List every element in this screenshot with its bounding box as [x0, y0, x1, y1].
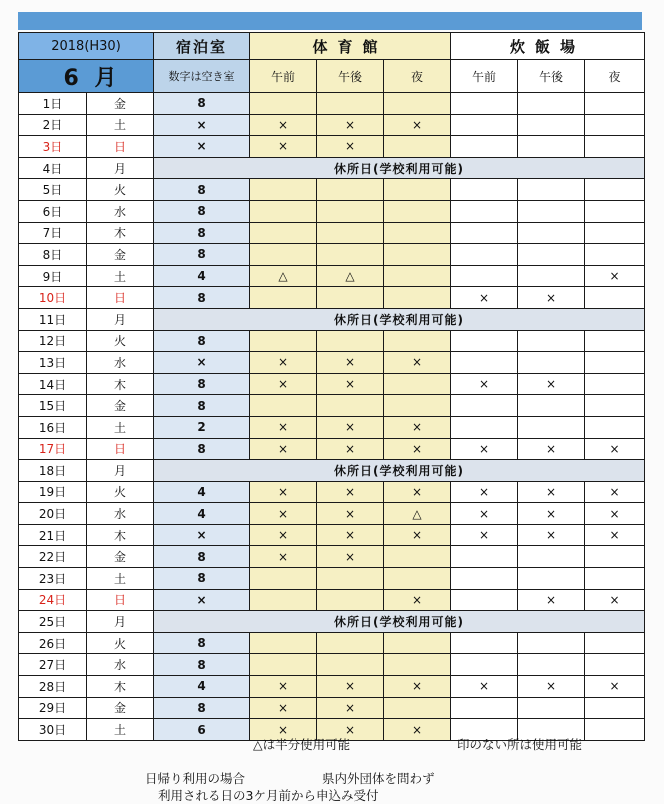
date-cell: 27日 — [19, 654, 87, 676]
gym-afternoon-cell: × — [317, 546, 384, 568]
gym-afternoon-cell: × — [317, 697, 384, 719]
gym-slot-night: 夜 — [384, 60, 451, 93]
cook-morning-cell — [451, 93, 518, 115]
table-row — [19, 308, 645, 330]
lodging-vacancy-cell: 4 — [154, 481, 250, 503]
gym-night-cell — [384, 244, 451, 266]
cook-night-cell — [585, 136, 645, 158]
cook-night-cell — [585, 352, 645, 374]
gym-afternoon-cell — [317, 179, 384, 201]
gym-afternoon-cell: △ — [317, 265, 384, 287]
gym-night-cell: × — [384, 719, 451, 741]
weekday-cell: 火 — [87, 179, 154, 201]
lodging-vacancy-cell: 8 — [154, 373, 250, 395]
gym-afternoon-cell — [317, 568, 384, 590]
weekday-cell: 土 — [87, 719, 154, 741]
cook-afternoon-cell — [518, 93, 585, 115]
table-row — [19, 222, 645, 244]
cook-afternoon-cell — [518, 654, 585, 676]
table-row — [19, 395, 645, 417]
gym-slot-morning: 午前 — [250, 60, 317, 93]
gym-afternoon-cell — [317, 93, 384, 115]
weekday-cell: 火 — [87, 632, 154, 654]
cook-afternoon-cell — [518, 632, 585, 654]
table-row — [19, 200, 645, 222]
weekday-cell: 月 — [87, 460, 154, 482]
weekday-cell: 火 — [87, 330, 154, 352]
gym-morning-cell: × — [250, 136, 317, 158]
date-cell: 23日 — [19, 568, 87, 590]
lodging-vacancy-cell: 8 — [154, 632, 250, 654]
cook-night-cell — [585, 93, 645, 115]
month-label: 6 月 — [19, 60, 154, 93]
gym-morning-cell: × — [250, 114, 317, 136]
gym-night-cell — [384, 179, 451, 201]
date-cell: 9日 — [19, 265, 87, 287]
date-cell: 3日 — [19, 136, 87, 158]
gym-morning-cell: △ — [250, 265, 317, 287]
gym-night-cell: × — [384, 524, 451, 546]
note-blank-available: 印のない所は使用可能 — [457, 737, 583, 752]
weekday-cell: 金 — [87, 697, 154, 719]
cook-night-cell: × — [585, 589, 645, 611]
lodging-vacancy-cell: 4 — [154, 503, 250, 525]
date-cell: 25日 — [19, 611, 87, 633]
gym-night-cell: × — [384, 676, 451, 698]
lodging-vacancy-cell: 8 — [154, 287, 250, 309]
gym-night-cell: △ — [384, 503, 451, 525]
weekday-cell: 木 — [87, 222, 154, 244]
gym-night-cell — [384, 287, 451, 309]
cook-slot-night: 夜 — [585, 60, 645, 93]
cook-morning-cell — [451, 546, 518, 568]
closed-day-cell: 休所日(学校利用可能) — [154, 308, 645, 330]
cook-afternoon-cell: × — [518, 287, 585, 309]
gym-morning-cell: × — [250, 373, 317, 395]
lodging-vacancy-cell: 8 — [154, 654, 250, 676]
gym-night-cell — [384, 222, 451, 244]
gym-night-cell — [384, 395, 451, 417]
cook-morning-cell — [451, 568, 518, 590]
lodging-vacancy-cell: 8 — [154, 697, 250, 719]
gym-afternoon-cell: × — [317, 352, 384, 374]
cook-morning-cell — [451, 200, 518, 222]
gym-afternoon-cell: × — [317, 524, 384, 546]
cook-night-cell: × — [585, 524, 645, 546]
cook-night-cell — [585, 719, 645, 741]
gym-afternoon-cell: × — [317, 676, 384, 698]
weekday-cell: 金 — [87, 93, 154, 115]
table-row — [19, 330, 645, 352]
date-cell: 6日 — [19, 200, 87, 222]
date-cell: 12日 — [19, 330, 87, 352]
gym-afternoon-cell: × — [317, 481, 384, 503]
gym-night-cell — [384, 200, 451, 222]
date-cell: 18日 — [19, 460, 87, 482]
weekday-cell: 金 — [87, 395, 154, 417]
table-row — [19, 157, 645, 179]
date-cell: 2日 — [19, 114, 87, 136]
lodging-header: 宿泊室 — [154, 33, 250, 60]
gym-morning-cell — [250, 179, 317, 201]
cook-afternoon-cell — [518, 697, 585, 719]
weekday-cell: 土 — [87, 416, 154, 438]
note-groups: 県内外団体を問わず — [322, 771, 435, 786]
gym-morning-cell — [250, 330, 317, 352]
lodging-vacancy-cell: × — [154, 524, 250, 546]
cook-night-cell: × — [585, 481, 645, 503]
cook-morning-cell — [451, 222, 518, 244]
date-cell: 11日 — [19, 308, 87, 330]
weekday-cell: 水 — [87, 352, 154, 374]
cook-morning-cell — [451, 395, 518, 417]
gym-morning-cell: × — [250, 524, 317, 546]
date-cell: 15日 — [19, 395, 87, 417]
gym-night-cell — [384, 568, 451, 590]
cook-afternoon-cell — [518, 546, 585, 568]
gym-morning-cell: × — [250, 481, 317, 503]
gym-morning-cell: × — [250, 697, 317, 719]
cook-morning-cell — [451, 697, 518, 719]
cook-morning-cell — [451, 136, 518, 158]
cook-night-cell — [585, 697, 645, 719]
gym-afternoon-cell — [317, 632, 384, 654]
gym-afternoon-cell — [317, 654, 384, 676]
cook-night-cell: × — [585, 265, 645, 287]
lodging-vacancy-cell: 8 — [154, 179, 250, 201]
weekday-cell: 日 — [87, 136, 154, 158]
gym-morning-cell — [250, 632, 317, 654]
cook-night-cell — [585, 179, 645, 201]
gym-night-cell — [384, 373, 451, 395]
gym-morning-cell — [250, 568, 317, 590]
table-row — [19, 654, 645, 676]
cook-afternoon-cell: × — [518, 524, 585, 546]
weekday-cell: 水 — [87, 654, 154, 676]
lodging-vacancy-cell: 8 — [154, 546, 250, 568]
gym-afternoon-cell — [317, 222, 384, 244]
cook-afternoon-cell — [518, 568, 585, 590]
table-row — [19, 503, 645, 525]
date-cell: 1日 — [19, 93, 87, 115]
closed-day-cell: 休所日(学校利用可能) — [154, 611, 645, 633]
cook-afternoon-cell — [518, 114, 585, 136]
weekday-cell: 日 — [87, 287, 154, 309]
reservation-calendar-table — [18, 32, 645, 741]
weekday-cell: 土 — [87, 114, 154, 136]
cook-afternoon-cell: × — [518, 481, 585, 503]
cook-afternoon-cell: × — [518, 438, 585, 460]
table-row — [19, 244, 645, 266]
cook-night-cell — [585, 287, 645, 309]
cook-slot-morning: 午前 — [451, 60, 518, 93]
table-row — [19, 373, 645, 395]
date-cell: 19日 — [19, 481, 87, 503]
lodging-vacancy-cell: 4 — [154, 265, 250, 287]
weekday-cell: 土 — [87, 265, 154, 287]
date-cell: 24日 — [19, 589, 87, 611]
weekday-cell: 木 — [87, 676, 154, 698]
cook-morning-cell: × — [451, 524, 518, 546]
date-cell: 29日 — [19, 697, 87, 719]
top-color-bar — [18, 12, 642, 30]
gym-morning-cell — [250, 589, 317, 611]
cook-night-cell — [585, 114, 645, 136]
cook-night-cell — [585, 654, 645, 676]
gym-morning-cell — [250, 654, 317, 676]
table-row — [19, 136, 645, 158]
cook-afternoon-cell — [518, 200, 585, 222]
table-row — [19, 589, 645, 611]
gym-afternoon-cell: × — [317, 373, 384, 395]
cook-morning-cell — [451, 416, 518, 438]
gym-morning-cell: × — [250, 438, 317, 460]
lodging-subheader: 数字は空き室 — [154, 60, 250, 93]
date-cell: 10日 — [19, 287, 87, 309]
lodging-vacancy-cell: 4 — [154, 676, 250, 698]
gym-afternoon-cell — [317, 200, 384, 222]
gym-morning-cell — [250, 244, 317, 266]
cook-afternoon-cell — [518, 416, 585, 438]
date-cell: 20日 — [19, 503, 87, 525]
gym-night-cell: × — [384, 481, 451, 503]
gym-morning-cell: × — [250, 416, 317, 438]
cook-afternoon-cell — [518, 330, 585, 352]
date-cell: 17日 — [19, 438, 87, 460]
closed-day-cell: 休所日(学校利用可能) — [154, 157, 645, 179]
table-row — [19, 481, 645, 503]
gym-afternoon-cell: × — [317, 503, 384, 525]
lodging-vacancy-cell: × — [154, 352, 250, 374]
table-row — [19, 287, 645, 309]
cook-morning-cell — [451, 179, 518, 201]
cook-night-cell — [585, 244, 645, 266]
date-cell: 13日 — [19, 352, 87, 374]
lodging-vacancy-cell: × — [154, 589, 250, 611]
lodging-vacancy-cell: 8 — [154, 200, 250, 222]
weekday-cell: 月 — [87, 157, 154, 179]
cook-morning-cell: × — [451, 481, 518, 503]
table-row — [19, 460, 645, 482]
table-row — [19, 676, 645, 698]
gym-afternoon-cell — [317, 330, 384, 352]
cook-afternoon-cell — [518, 179, 585, 201]
lodging-vacancy-cell: 8 — [154, 395, 250, 417]
gym-night-cell: × — [384, 438, 451, 460]
gym-header: 体育館 — [250, 33, 451, 60]
weekday-cell: 月 — [87, 308, 154, 330]
lodging-vacancy-cell: × — [154, 114, 250, 136]
table-row — [19, 611, 645, 633]
gym-morning-cell — [250, 395, 317, 417]
cook-morning-cell — [451, 654, 518, 676]
cook-night-cell — [585, 200, 645, 222]
cook-morning-cell — [451, 244, 518, 266]
gym-afternoon-cell — [317, 287, 384, 309]
cook-night-cell — [585, 395, 645, 417]
cook-afternoon-cell: × — [518, 373, 585, 395]
cook-afternoon-cell — [518, 395, 585, 417]
gym-slot-afternoon: 午後 — [317, 60, 384, 93]
gym-afternoon-cell: × — [317, 438, 384, 460]
year-label: 2018(H30) — [19, 33, 154, 60]
cook-afternoon-cell — [518, 222, 585, 244]
gym-afternoon-cell: × — [317, 719, 384, 741]
gym-night-cell — [384, 546, 451, 568]
date-cell: 7日 — [19, 222, 87, 244]
cook-morning-cell: × — [451, 373, 518, 395]
gym-afternoon-cell: × — [317, 114, 384, 136]
lodging-vacancy-cell: 8 — [154, 222, 250, 244]
cook-morning-cell — [451, 589, 518, 611]
lodging-vacancy-cell: 2 — [154, 416, 250, 438]
note-day-use: 日帰り利用の場合 — [145, 771, 246, 786]
gym-night-cell — [384, 93, 451, 115]
cook-night-cell — [585, 568, 645, 590]
gym-afternoon-cell: × — [317, 416, 384, 438]
table-row — [19, 179, 645, 201]
date-cell: 22日 — [19, 546, 87, 568]
weekday-cell: 金 — [87, 244, 154, 266]
cook-afternoon-cell: × — [518, 503, 585, 525]
table-row — [19, 416, 645, 438]
cook-night-cell — [585, 222, 645, 244]
table-row — [19, 697, 645, 719]
date-cell: 5日 — [19, 179, 87, 201]
gym-morning-cell: × — [250, 546, 317, 568]
cooking-area-header: 炊飯場 — [451, 33, 645, 60]
cook-night-cell — [585, 632, 645, 654]
table-row — [19, 438, 645, 460]
date-cell: 30日 — [19, 719, 87, 741]
table-row — [19, 568, 645, 590]
date-cell: 14日 — [19, 373, 87, 395]
table-row — [19, 352, 645, 374]
cook-afternoon-cell — [518, 265, 585, 287]
gym-afternoon-cell — [317, 395, 384, 417]
weekday-cell: 木 — [87, 524, 154, 546]
lodging-vacancy-cell: × — [154, 136, 250, 158]
cook-morning-cell: × — [451, 287, 518, 309]
gym-afternoon-cell — [317, 244, 384, 266]
cook-morning-cell — [451, 632, 518, 654]
cook-night-cell — [585, 330, 645, 352]
table-row — [19, 114, 645, 136]
cook-night-cell — [585, 416, 645, 438]
note-application: 利用される日の3ケ月前から申込み受付 — [158, 788, 379, 803]
cook-night-cell: × — [585, 438, 645, 460]
weekday-cell: 火 — [87, 481, 154, 503]
gym-night-cell — [384, 632, 451, 654]
date-cell: 16日 — [19, 416, 87, 438]
cook-morning-cell: × — [451, 503, 518, 525]
cook-morning-cell: × — [451, 676, 518, 698]
gym-morning-cell: × — [250, 676, 317, 698]
weekday-cell: 土 — [87, 568, 154, 590]
cook-afternoon-cell — [518, 244, 585, 266]
date-cell: 28日 — [19, 676, 87, 698]
cook-night-cell — [585, 373, 645, 395]
date-cell: 26日 — [19, 632, 87, 654]
table-row — [19, 265, 645, 287]
lodging-vacancy-cell: 8 — [154, 93, 250, 115]
gym-morning-cell — [250, 222, 317, 244]
weekday-cell: 金 — [87, 546, 154, 568]
table-row — [19, 546, 645, 568]
cook-afternoon-cell: × — [518, 589, 585, 611]
date-cell: 21日 — [19, 524, 87, 546]
table-row — [19, 524, 645, 546]
gym-night-cell — [384, 654, 451, 676]
weekday-cell: 水 — [87, 503, 154, 525]
date-cell: 4日 — [19, 157, 87, 179]
gym-morning-cell: × — [250, 719, 317, 741]
cook-afternoon-cell: × — [518, 676, 585, 698]
gym-morning-cell — [250, 93, 317, 115]
gym-morning-cell — [250, 200, 317, 222]
lodging-vacancy-cell: 6 — [154, 719, 250, 741]
cook-morning-cell — [451, 330, 518, 352]
gym-afternoon-cell: × — [317, 136, 384, 158]
gym-night-cell: × — [384, 589, 451, 611]
cook-slot-afternoon: 午後 — [518, 60, 585, 93]
lodging-vacancy-cell: 8 — [154, 438, 250, 460]
weekday-cell: 日 — [87, 438, 154, 460]
gym-night-cell — [384, 697, 451, 719]
cook-morning-cell — [451, 114, 518, 136]
cook-morning-cell: × — [451, 438, 518, 460]
cook-morning-cell — [451, 265, 518, 287]
cook-afternoon-cell — [518, 352, 585, 374]
gym-night-cell: × — [384, 352, 451, 374]
cook-night-cell — [585, 546, 645, 568]
closed-day-cell: 休所日(学校利用可能) — [154, 460, 645, 482]
gym-afternoon-cell — [317, 589, 384, 611]
table-row — [19, 93, 645, 115]
lodging-vacancy-cell: 8 — [154, 330, 250, 352]
cook-night-cell: × — [585, 676, 645, 698]
gym-night-cell: × — [384, 416, 451, 438]
lodging-vacancy-cell: 8 — [154, 568, 250, 590]
cook-night-cell: × — [585, 503, 645, 525]
weekday-cell: 木 — [87, 373, 154, 395]
gym-morning-cell: × — [250, 352, 317, 374]
gym-morning-cell — [250, 287, 317, 309]
table-row — [19, 632, 645, 654]
gym-night-cell — [384, 136, 451, 158]
gym-night-cell — [384, 265, 451, 287]
weekday-cell: 日 — [87, 589, 154, 611]
note-half-available: △は半分使用可能 — [253, 737, 351, 752]
cook-morning-cell — [451, 352, 518, 374]
weekday-cell: 月 — [87, 611, 154, 633]
weekday-cell: 水 — [87, 200, 154, 222]
cook-afternoon-cell — [518, 136, 585, 158]
gym-morning-cell: × — [250, 503, 317, 525]
lodging-vacancy-cell: 8 — [154, 244, 250, 266]
date-cell: 8日 — [19, 244, 87, 266]
gym-night-cell: × — [384, 114, 451, 136]
gym-night-cell — [384, 330, 451, 352]
